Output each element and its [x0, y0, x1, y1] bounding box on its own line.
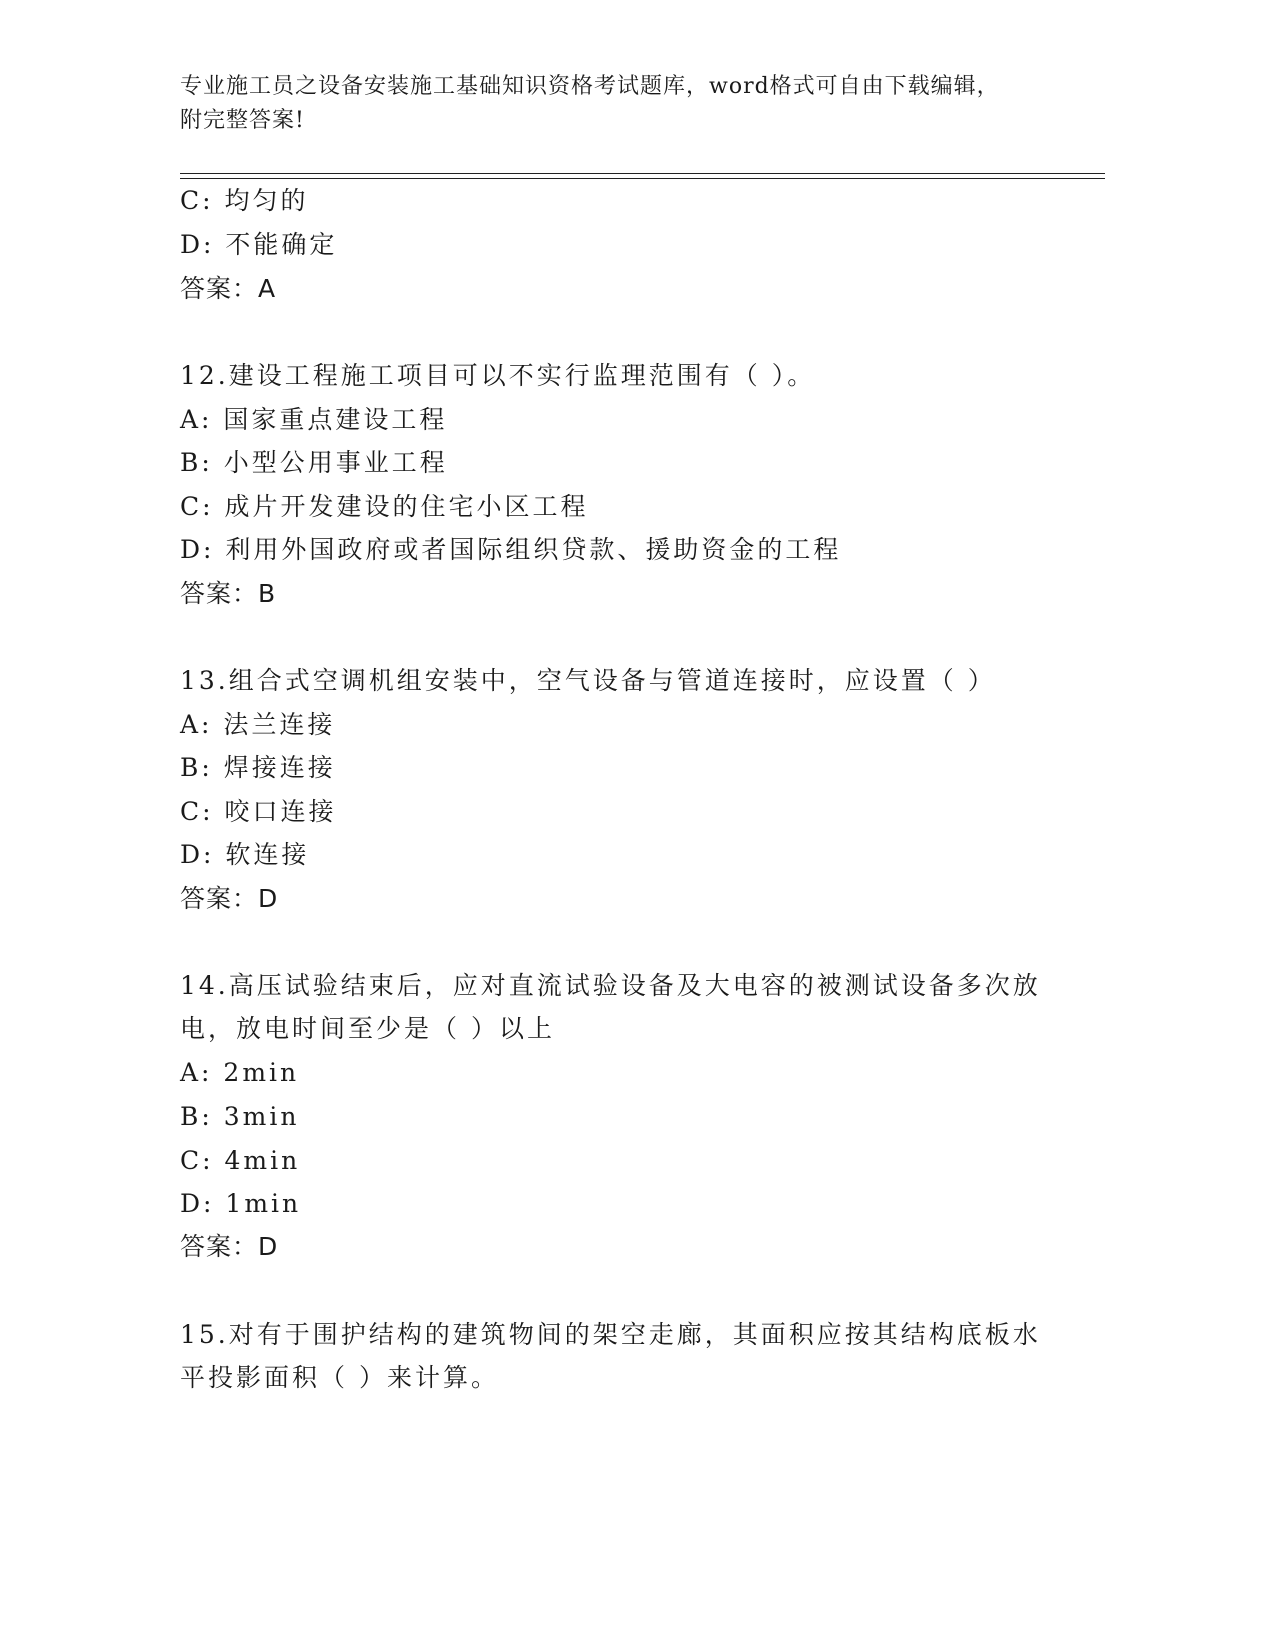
q12-option-c: C: 成片开发建设的住宅小区工程 — [180, 492, 589, 521]
q12-option-a: A: 国家重点建设工程 — [180, 405, 448, 434]
q13-option-a: A: 法兰连接 — [180, 710, 336, 739]
q14-option-a: A: 2min — [180, 1058, 300, 1087]
q13-option-c: C: 咬口连接 — [180, 797, 337, 826]
q12-option-d: D: 利用外国政府或者国际组织贷款、援助资金的工程 — [180, 535, 842, 564]
q11-answer: 答案：A — [180, 274, 277, 303]
q14-option-b: B: 3min — [180, 1102, 300, 1131]
q13-question: 13.组合式空调机组安装中，空气设备与管道连接时，应设置（ ） — [180, 666, 996, 695]
q14-question-line2: 电，放电时间至少是（ ）以上 — [180, 1014, 555, 1043]
q14-answer: 答案：D — [180, 1232, 279, 1261]
q11-option-c: C: 均匀的 — [180, 186, 309, 215]
q15-question-line2: 平投影面积（ ）来计算。 — [180, 1363, 499, 1392]
q14-option-d: D: 1min — [180, 1189, 302, 1218]
q14-option-c: C: 4min — [180, 1146, 301, 1175]
q12-answer: 答案：B — [180, 579, 277, 608]
header-divider-bottom — [180, 178, 1105, 179]
q12-option-b: B: 小型公用事业工程 — [180, 448, 448, 477]
q12-question: 12.建设工程施工项目可以不实行监理范围有（ ）。 — [180, 361, 816, 390]
q13-option-b: B: 焊接连接 — [180, 753, 336, 782]
q13-option-d: D: 软连接 — [180, 840, 310, 869]
q15-question-line1: 15.对有于围护结构的建筑物间的架空走廊，其面积应按其结构底板水 — [180, 1320, 1041, 1349]
header-divider-top — [180, 173, 1105, 174]
document-header: 专业施工员之设备安装施工基础知识资格考试题库，word格式可自由下载编辑， 附完整答案! — [180, 74, 1000, 133]
q11-option-d: D: 不能确定 — [180, 230, 338, 259]
q13-answer: 答案：D — [180, 884, 279, 913]
q14-question-line1: 14.高压试验结束后，应对直流试验设备及大电容的被测试设备多次放 — [180, 971, 1041, 1000]
